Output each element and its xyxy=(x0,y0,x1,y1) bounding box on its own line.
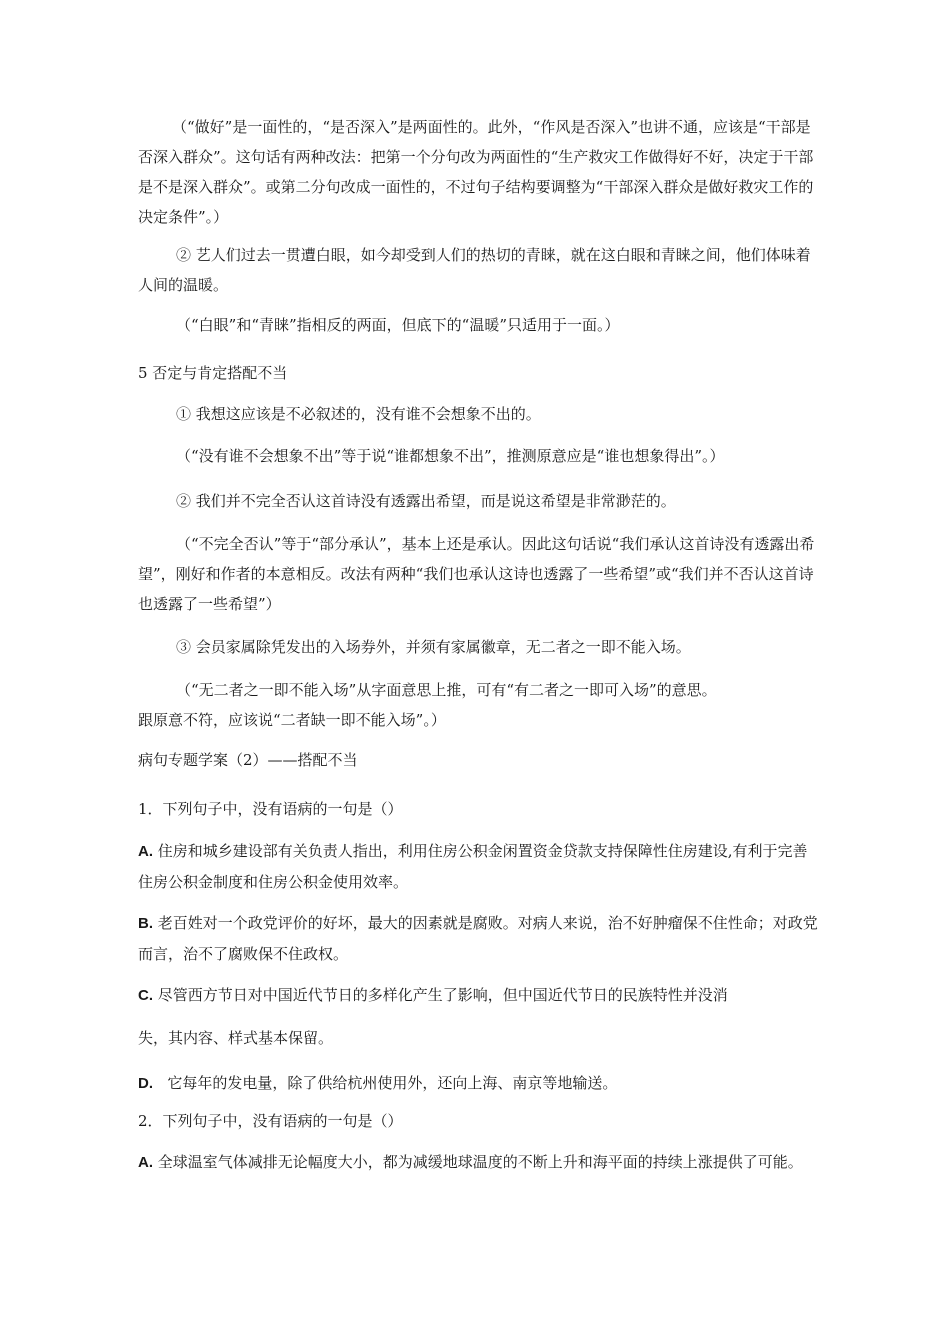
option-text-continued: 失，其内容、样式基本保留。 xyxy=(138,1029,334,1047)
option-text: 住房和城乡建设部有关负责人指出，利用住房公积金闲置资金贷款支持保障性住房建设,有利于完善住房公积金制度和住房公积金使用效率。 xyxy=(138,842,808,891)
option-text: 它每年的发电量，除了供给杭州使用外，还向上海、南京等地输送。 xyxy=(167,1074,618,1092)
question-2-stem: 2．下列句子中，没有语病的一句是（） xyxy=(138,1112,403,1130)
example-sentence-2: ② 艺人们过去一贯遭白眼，如今却受到人们的热切的青睐，就在这白眼和青睐之间，他们体味着人间的温暖。 xyxy=(138,246,811,294)
explanation-line: 跟原意不符，应该说“二者缺一即不能入场”。） xyxy=(138,711,446,729)
worksheet-title: 病句专题学案（2）——搭配不当 xyxy=(138,751,358,769)
explanation-paragraph: （“没有谁不会想象不出”等于说“谁都想象不出”，推测原意应是“谁也想象得出”。） xyxy=(176,447,725,465)
option-text: 全球温室气体减排无论幅度大小，都为减缓地球温度的不断上升和海平面的持续上涨提供了可能。 xyxy=(157,1153,803,1171)
example-sentence-2: ② 我们并不完全否认这首诗没有透露出希望，而是说这希望是非常渺茫的。 xyxy=(176,492,676,510)
explanation-line: （“无二者之一即不能入场”从字面意思上推，可有“有二者之一即可入场”的意思。 xyxy=(176,681,717,699)
option-label: D. xyxy=(138,1075,153,1092)
option-label: C. xyxy=(138,987,153,1004)
question-1-option-b[interactable] xyxy=(138,908,818,969)
question-2-option-a[interactable] xyxy=(138,1147,818,1178)
example-sentence-1: ① 我想这应该是不必叙述的，没有谁不会想象不出的。 xyxy=(176,405,541,423)
example-sentence-3: ③ 会员家属除凭发出的入场券外，并须有家属徽章，无二者之一即不能入场。 xyxy=(176,638,691,656)
explanation-paragraph: （“做好”是一面性的，“是否深入”是两面性的。此外，“作风是否深入”也讲不通，应该是“干部是否深入群众”。这句话有两种改法：把第一个分句改为两面性的“生产救灾工作做得好不好，决定于干部是不是深入群众”。或第二分句改成一面性的，不过句子结构要调整为“干部深入群众是做好救灾工作的决定条件”。） xyxy=(138,118,814,226)
option-text: 老百姓对一个政党评价的好坏，最大的因素就是腐败。对病人来说，治不好肿瘤保不住性命；对政党而言，治不了腐败保不住政权。 xyxy=(138,914,818,963)
question-1-option-a[interactable] xyxy=(138,836,818,897)
question-1-stem: 1．下列句子中，没有语病的一句是（） xyxy=(138,800,403,818)
option-label: A. xyxy=(138,843,153,860)
question-1-option-c[interactable] xyxy=(138,980,818,1053)
question-1-option-d[interactable] xyxy=(138,1068,818,1099)
option-label: A. xyxy=(138,1154,153,1171)
option-text: 尽管西方节日对中国近代节日的多样化产生了影响，但中国近代节日的民族特性并没消 xyxy=(157,986,728,1004)
option-label: B. xyxy=(138,915,153,932)
section-heading: 5 否定与肯定搭配不当 xyxy=(138,364,288,382)
explanation-paragraph: （“不完全否认”等于“部分承认”，基本上还是承认。因此这句话说“我们承认这首诗没有透露出希望”，刚好和作者的本意相反。改法有两种“我们也承认这诗也透露了一些希望”或“我们并不否认这首诗也透露了一些希望”） xyxy=(138,535,815,613)
explanation-paragraph: （“白眼”和“青睐”指相反的两面，但底下的“温暖”只适用于一面。） xyxy=(176,316,620,334)
explanation-paragraph xyxy=(138,675,818,735)
